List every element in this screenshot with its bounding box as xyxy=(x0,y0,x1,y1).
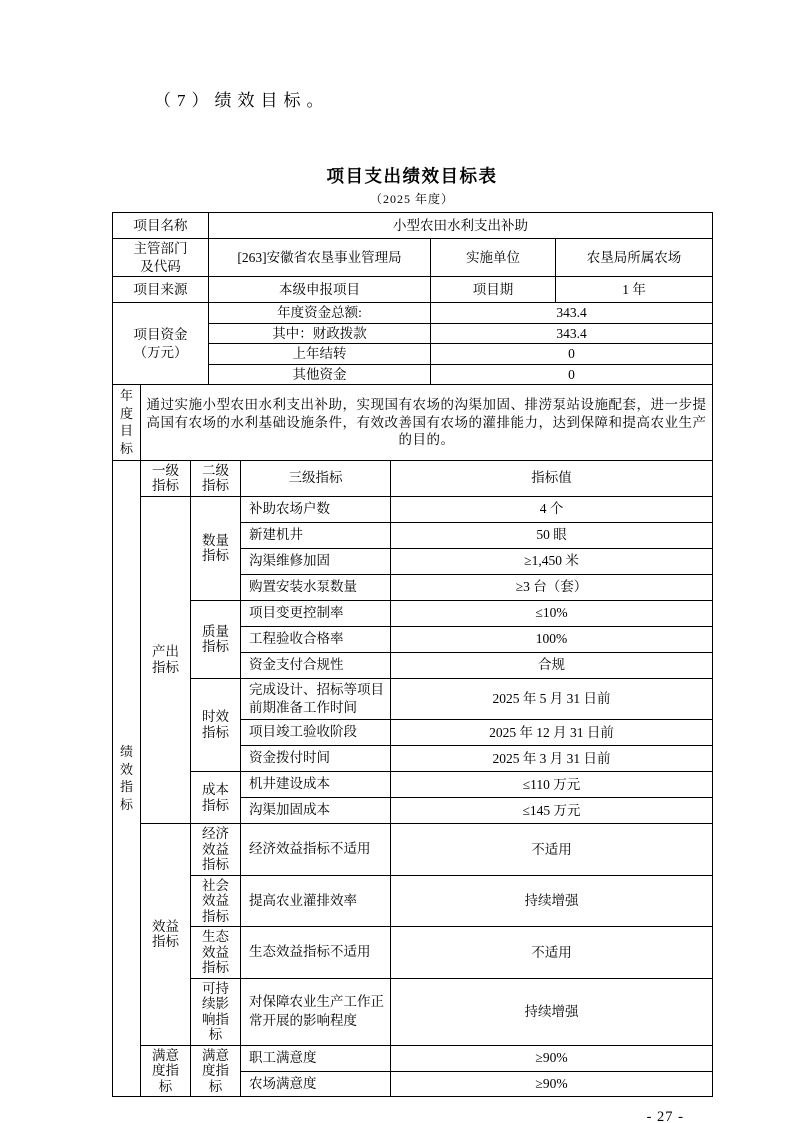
header-value: 指标值 xyxy=(391,460,713,496)
l3-cell: 沟渠维修加固 xyxy=(241,548,391,574)
annual-goal-table xyxy=(112,384,713,460)
l2-ecological: 生态效益指标 xyxy=(191,927,241,979)
value-cell: 不适用 xyxy=(391,824,713,876)
l1-benefit: 效益指标 xyxy=(141,824,191,1046)
value-cell: 不适用 xyxy=(391,927,713,979)
source-label: 项目来源 xyxy=(113,277,209,303)
value-cell: ≤145 万元 xyxy=(391,798,713,824)
l3-cell: 农场满意度 xyxy=(241,1071,391,1097)
funds-fiscal-label: 其中：财政拨款 xyxy=(209,323,431,344)
header-level1: 一级指标 xyxy=(141,460,191,496)
dept-label xyxy=(113,239,209,277)
value-cell: ≥3 台（套） xyxy=(391,574,713,600)
value-cell: ≤10% xyxy=(391,600,713,626)
l3-cell: 机井建设成本 xyxy=(241,772,391,798)
perf-side-label: 绩效指标 xyxy=(113,460,141,1097)
value-cell: ≤110 万元 xyxy=(391,772,713,798)
l2-economic: 经济效益指标 xyxy=(191,824,241,876)
l3-cell: 资金支付合规性 xyxy=(241,652,391,678)
table-row xyxy=(113,772,713,798)
value-cell: 2025 年 12 月 31 日前 xyxy=(391,720,713,746)
annual-goal-label: 年度目标 xyxy=(113,385,141,460)
table-row xyxy=(113,824,713,876)
section-heading: （7）绩效目标。 xyxy=(154,91,330,110)
funds-fiscal-value: 343.4 xyxy=(431,323,713,344)
l3-cell: 项目变更控制率 xyxy=(241,600,391,626)
table-row xyxy=(113,927,713,979)
funds-label xyxy=(113,303,209,385)
l2-sustainable: 可持续影响指标 xyxy=(191,978,241,1045)
funds-carryover-value: 0 xyxy=(431,344,713,365)
value-cell: 4 个 xyxy=(391,496,713,522)
value-cell: ≥90% xyxy=(391,1045,713,1071)
l3-cell: 沟渠加固成本 xyxy=(241,798,391,824)
header-level3: 三级指标 xyxy=(241,460,391,496)
l1-satisfaction: 满意度指标 xyxy=(141,1045,191,1097)
performance-indicator-table xyxy=(112,460,713,1098)
funds-total-value: 343.4 xyxy=(431,303,713,324)
l3-cell: 对保障农业生产工作正常开展的影响程度 xyxy=(241,978,391,1045)
funds-label-line2: （万元） xyxy=(133,344,188,360)
table-row xyxy=(113,213,713,239)
l3-cell: 补助农场户数 xyxy=(241,496,391,522)
l2-quantity: 数量指标 xyxy=(191,496,241,600)
l2-quality: 质量指标 xyxy=(191,600,241,678)
table-row xyxy=(113,978,713,1045)
dept-label-line2: 及代码 xyxy=(140,258,181,274)
impl-unit-label: 实施单位 xyxy=(431,239,556,277)
period-label: 项目期 xyxy=(431,277,556,303)
value-cell: 50 眼 xyxy=(391,522,713,548)
table-row xyxy=(113,496,713,522)
l3-cell: 项目竣工验收阶段 xyxy=(241,720,391,746)
l3-cell: 购置安装水泵数量 xyxy=(241,574,391,600)
l2-satisfaction: 满意度指标 xyxy=(191,1045,241,1097)
table-row xyxy=(113,277,713,303)
value-cell: ≥90% xyxy=(391,1071,713,1097)
indicator-header-row xyxy=(113,460,713,496)
funds-carryover-label: 上年结转 xyxy=(209,344,431,365)
table-row xyxy=(113,875,713,927)
l3-cell: 职工满意度 xyxy=(241,1045,391,1071)
value-cell: ≥1,450 米 xyxy=(391,548,713,574)
value-cell: 合规 xyxy=(391,652,713,678)
l2-cost: 成本指标 xyxy=(191,772,241,824)
l2-social: 社会效益指标 xyxy=(191,875,241,927)
l3-cell: 生态效益指标不适用 xyxy=(241,927,391,979)
dept-label-line1: 主管部门 xyxy=(133,241,188,257)
table-row xyxy=(113,385,713,460)
table-row xyxy=(113,303,713,324)
l3-cell: 经济效益指标不适用 xyxy=(241,824,391,876)
table-subtitle: （2025 年度） xyxy=(369,192,454,207)
project-info-table xyxy=(112,212,713,385)
impl-unit-value: 农垦局所属农场 xyxy=(556,239,713,277)
funds-label-line1: 项目资金 xyxy=(133,327,188,343)
value-cell: 100% xyxy=(391,626,713,652)
table-row xyxy=(113,678,713,719)
l3-cell: 新建机井 xyxy=(241,522,391,548)
l3-cell: 完成设计、招标等项目前期准备工作时间 xyxy=(241,678,391,719)
table-title: 项目支出绩效目标表 xyxy=(326,166,498,187)
value-cell: 持续增强 xyxy=(391,875,713,927)
annual-goal-text: 通过实施小型农田水利支出补助，实现国有农场的沟渠加固、排涝泵站设施配套，进一步提高国有农场的水利基础设施条件，有效改善国有农场的灌排能力，达到保障和提高农业生产的目的。 xyxy=(141,385,713,460)
funds-other-value: 0 xyxy=(431,364,713,385)
table-row xyxy=(113,600,713,626)
table-row xyxy=(113,239,713,277)
funds-total-label: 年度资金总额: xyxy=(209,303,431,324)
table-row xyxy=(113,1045,713,1071)
dept-value: [263]安徽省农垦事业管理局 xyxy=(209,239,431,277)
value-cell: 2025 年 3 月 31 日前 xyxy=(391,746,713,772)
l1-output: 产出指标 xyxy=(141,496,191,823)
l3-cell: 资金拨付时间 xyxy=(241,746,391,772)
page-number: - 27 - xyxy=(646,1109,684,1123)
value-cell: 持续增强 xyxy=(391,978,713,1045)
period-value: 1 年 xyxy=(556,277,713,303)
source-value: 本级申报项目 xyxy=(209,277,431,303)
l3-cell: 提高农业灌排效率 xyxy=(241,875,391,927)
l3-cell: 工程验收合格率 xyxy=(241,626,391,652)
funds-other-label: 其他资金 xyxy=(209,364,431,385)
project-name-value: 小型农田水利支出补助 xyxy=(209,213,713,239)
project-name-label: 项目名称 xyxy=(113,213,209,239)
header-level2: 二级指标 xyxy=(191,460,241,496)
value-cell: 2025 年 5 月 31 日前 xyxy=(391,678,713,719)
l2-timeliness: 时效指标 xyxy=(191,678,241,771)
